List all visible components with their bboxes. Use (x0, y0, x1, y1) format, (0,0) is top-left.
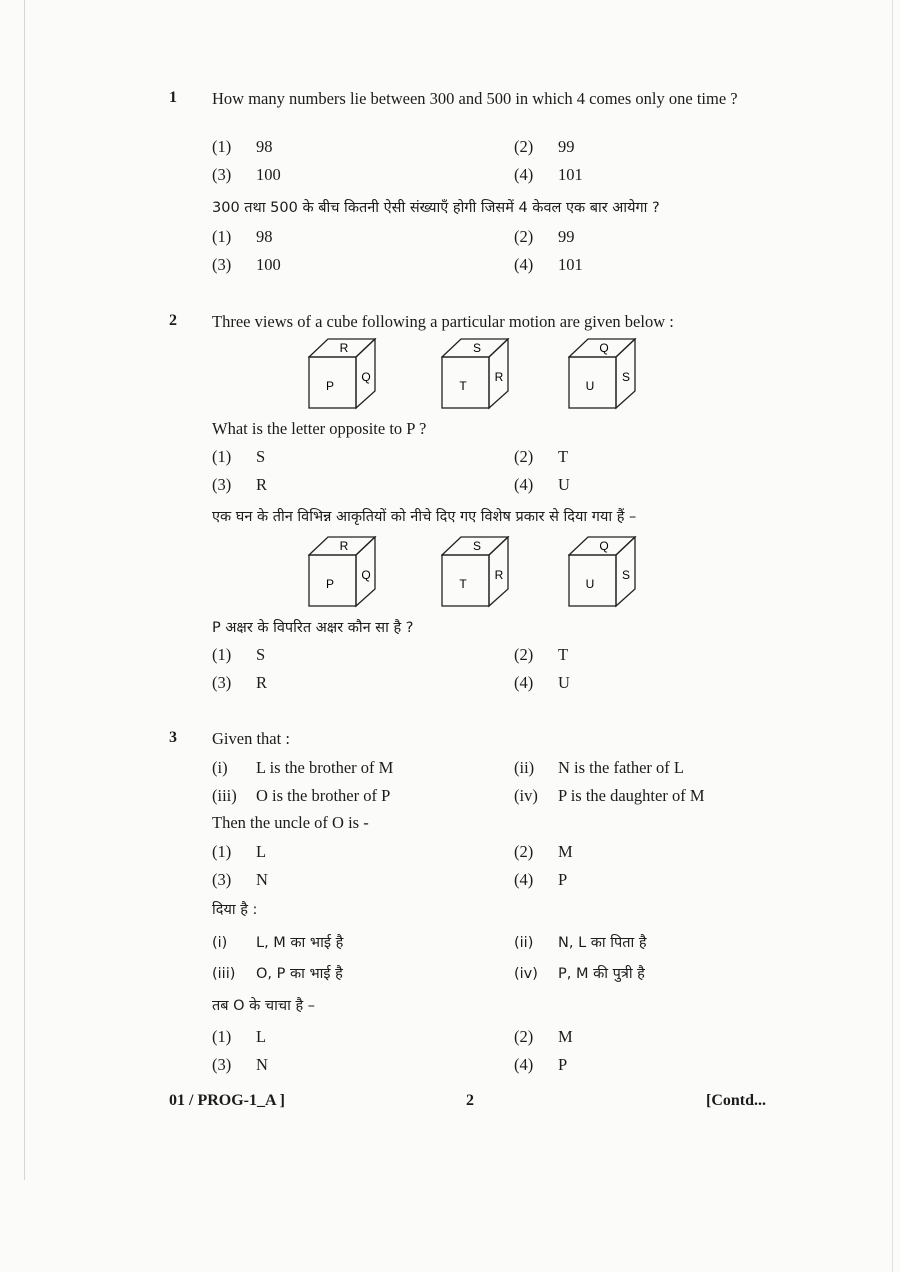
hindi-option-4: (4) U (514, 673, 570, 692)
option-2: (2) M (514, 842, 573, 861)
cube-side-letter: R (494, 568, 504, 582)
option-1: (1) 98 (212, 137, 273, 156)
question-number: 3 (169, 729, 177, 746)
cube-top-letter: R (339, 539, 349, 553)
fact-ii: (ii) N is the father of L (514, 758, 684, 777)
option-3: (3) 100 (212, 165, 281, 184)
option-3: (3) R (212, 475, 268, 494)
scan-edge-left (24, 0, 25, 1180)
cube-side-letter: S (621, 370, 631, 384)
question-text-hindi: 300 तथा 500 के बीच कितनी ऐसी संख्याएँ होगी जिसमें 4 केवल एक बार आयेगा ? (212, 200, 660, 216)
question-intro-english: Given that : (212, 729, 290, 748)
cube-view-1 (308, 338, 380, 410)
option-2: (2) T (514, 447, 569, 466)
question-text-english: Three views of a cube following a particular motion are given below : (212, 312, 674, 331)
footer-paper-code: 01 / PROG-1_A ] (169, 1092, 285, 1109)
cube-views-hindi (300, 536, 660, 608)
cube-front-letter: T (459, 379, 467, 393)
option-2: (2) 99 (514, 137, 575, 156)
hindi-option-3: (3) N (212, 1055, 268, 1074)
cube-top-letter: S (472, 539, 482, 553)
hindi-fact-ii: (ii) N, L का पिता है (514, 935, 647, 951)
cube-view-2 (441, 338, 513, 410)
cube-front-letter: U (585, 577, 595, 591)
option-1: (1) S (212, 447, 266, 466)
cube-view-3 (568, 536, 640, 608)
question-text-hindi: एक घन के तीन विभिन्न आकृतियों को नीचे दिए गए विशेष प्रकार से दिया गया हैं – (212, 509, 637, 525)
cube-side-letter: S (621, 568, 631, 582)
cube-side-letter: Q (361, 568, 371, 582)
cube-top-letter: R (339, 341, 349, 355)
cube-front-letter: P (325, 577, 335, 591)
option-4: (4) 101 (514, 165, 583, 184)
hindi-option-2: (2) T (514, 645, 569, 664)
hindi-fact-iv: (iv) P, M की पुत्री है (514, 966, 645, 982)
fact-iii: (iii) O is the brother of P (212, 786, 391, 805)
scan-edge-right (892, 0, 893, 1272)
question-intro-hindi: दिया है : (212, 902, 258, 918)
option-4: (4) U (514, 475, 570, 494)
hindi-fact-i: (i) L, M का भाई है (212, 935, 344, 951)
question-text-english: How many numbers lie between 300 and 500 in which 4 comes only one time ? (212, 89, 738, 108)
hindi-option-1: (1) L (212, 1027, 267, 1046)
fact-i: (i) L is the brother of M (212, 758, 394, 777)
option-1: (1) L (212, 842, 267, 861)
hindi-option-4: (4) 101 (514, 255, 583, 274)
question-prompt-english: Then the uncle of O is - (212, 813, 369, 832)
cube-front-letter: U (585, 379, 595, 393)
hindi-option-4: (4) P (514, 1055, 568, 1074)
cube-front-letter: T (459, 577, 467, 591)
hindi-option-2: (2) 99 (514, 227, 575, 246)
hindi-option-1: (1) 98 (212, 227, 273, 246)
cube-views-english (300, 338, 660, 410)
hindi-option-1: (1) S (212, 645, 266, 664)
option-4: (4) P (514, 870, 568, 889)
question-prompt-english: What is the letter opposite to P ? (212, 419, 427, 438)
hindi-option-2: (2) M (514, 1027, 573, 1046)
hindi-option-3: (3) R (212, 673, 268, 692)
question-number: 1 (169, 89, 177, 106)
question-prompt-hindi: तब O के चाचा है – (212, 998, 316, 1014)
hindi-fact-iii: (iii) O, P का भाई है (212, 966, 343, 982)
cube-top-letter: S (472, 341, 482, 355)
option-3: (3) N (212, 870, 268, 889)
hindi-option-3: (3) 100 (212, 255, 281, 274)
cube-side-letter: Q (361, 370, 371, 384)
cube-top-letter: Q (599, 341, 609, 355)
question-number: 2 (169, 312, 177, 329)
footer-page-number: 2 (466, 1092, 474, 1109)
question-prompt-hindi: P अक्षर के विपरित अक्षर कौन सा है ? (212, 620, 414, 636)
footer-continued: [Contd... (706, 1092, 767, 1109)
cube-side-letter: R (494, 370, 504, 384)
cube-view-2 (441, 536, 513, 608)
cube-view-1 (308, 536, 380, 608)
cube-top-letter: Q (599, 539, 609, 553)
fact-iv: (iv) P is the daughter of M (514, 786, 705, 805)
cube-view-3 (568, 338, 640, 410)
cube-front-letter: P (325, 379, 335, 393)
